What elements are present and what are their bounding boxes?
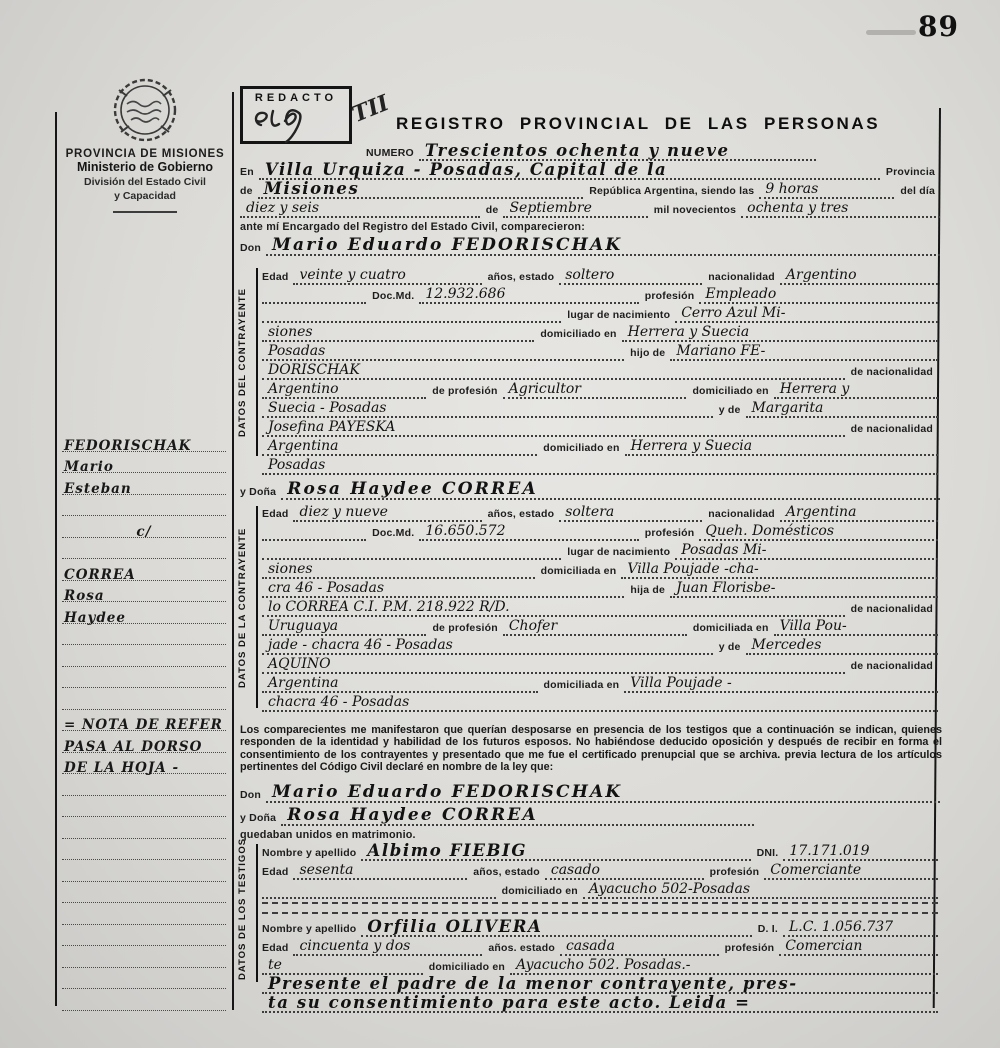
printed-form-label: de nacionalidad [850,423,933,435]
form-left-rule [232,92,234,1010]
groom-section-bracket [256,268,258,456]
form-row [240,803,940,826]
form-row [240,180,940,199]
handwritten-value: siones [262,325,534,342]
handwritten-value: L.C. 1.056.737 [783,920,938,937]
printed-form-label: profesión [709,866,760,878]
misiones-provincial-seal-icon [111,76,179,144]
handwritten-value: siones [262,562,535,579]
printed-form-label: Edad [262,271,289,283]
bride-section-bracket [256,506,258,708]
bride-section-fields [262,503,938,712]
form-row [262,418,938,437]
form-row [262,399,938,418]
printed-form-label: de profesión [432,622,498,634]
letterhead-line-4: y Capacidad [114,190,176,202]
form-row [262,342,938,361]
printed-form-label: del día [900,185,935,197]
handwritten-value: Chofer [503,619,687,636]
printed-form-label: Doc.Md. [372,290,415,302]
letterhead-rule [113,211,177,213]
handwritten-value: Herrera y Suecia [622,325,938,342]
printed-form-label: nacionalidad [708,508,775,520]
margin-ruled-line [62,538,226,560]
handwritten-value: Mario Eduardo FEDORISCHAK [266,236,940,256]
printed-form-label: mil novecientos [653,204,737,216]
dotted-fill-line [262,539,366,541]
handwritten-value: te [262,958,423,975]
printed-form-label: domiciliado en [540,328,617,340]
handwritten-value: Herrera y Suecia [625,439,938,456]
witnesses-section-fields [262,842,938,1013]
handwritten-value: diez y seis [240,201,480,218]
handwritten-value: Septiembre [503,201,647,218]
form-row [262,304,938,323]
handwritten-value: casada [560,939,719,956]
witnesses-section-side-label: DATOS DE LOS TESTIGOS [237,837,248,980]
dotted-fill-line [262,558,561,560]
margin-ruled-line [62,710,226,732]
handwritten-value: Presente el padre de la menor contrayente, pres- [262,975,938,994]
handwritten-value: Margarita [746,401,938,418]
printed-form-label: de profesión [432,385,498,397]
printed-form-label: domiciliado en [428,961,506,973]
printed-form-label: domiciliado en [501,885,578,897]
margin-handwritten-text: PASA AL DORSO [64,738,203,755]
letterhead [58,76,232,213]
vow-rows [240,780,940,841]
form-row [262,266,938,285]
printed-form-label: Doc.Md. [372,527,415,539]
margin-ruled-line [62,753,226,775]
margin-ruled-line [62,645,226,667]
handwritten-value: ochenta y tres [741,201,940,218]
printed-form-label: Don [240,242,262,254]
handwritten-value: Rosa Haydee CORREA [281,806,754,826]
form-row [262,285,938,304]
handwritten-value: lo CORREA C.I. P.M. 218.922 R/D. [262,600,845,617]
handwritten-value: Queh. Domésticos [699,524,938,541]
handwritten-value: DORISCHAK [262,363,845,380]
signature-scribble-icon [247,101,333,143]
bride-section-side-label: DATOS DE LA CONTRAYENTE [237,527,248,688]
handwritten-tii-annotation: TII [348,90,393,128]
handwritten-value: Mercedes [746,638,938,655]
form-row [262,693,938,712]
groom-section-side-label: DATOS DEL CONTRAYENTE [237,288,248,438]
handwritten-value: diez y nueve [293,505,481,522]
margin-ruled-line [62,430,226,452]
printed-form-label: lugar de nacimiento [567,546,671,558]
handwritten-value: Villa Pou- [774,619,938,636]
handwritten-value: 12.932.686 [419,287,638,304]
handwritten-value: casado [545,863,704,880]
printed-form-label: Nombre y apellido [262,847,357,859]
handwritten-value: Argentina [780,505,938,522]
handwritten-value: Juan Florisbe- [670,581,938,598]
printed-form-label: de nacionalidad [850,660,933,672]
handwritten-value: Ayacucho 502-Posadas [583,882,938,899]
printed-form-label: Edad [262,866,289,878]
handwritten-value: Argentino [262,382,426,399]
handwritten-value: AQUINO [262,657,845,674]
margin-handwritten-text: FEDORISCHAK [64,437,192,454]
handwritten-value: cincuenta y dos [293,939,482,956]
form-row [262,617,938,636]
margin-index-column [62,430,226,1011]
form-row [262,956,938,975]
printed-form-label: hija de [630,584,666,596]
page-number: 89 [918,10,959,43]
handwritten-value: Villa Poujade - [624,676,938,693]
margin-ruled-line [62,925,226,947]
section-divider [262,902,938,914]
handwritten-value: Argentino [780,268,938,285]
margin-handwritten-text: Mario [64,459,114,475]
margin-ruled-line [62,667,226,689]
margin-ruled-line [62,839,226,861]
handwritten-value: soltero [559,268,702,285]
printed-form-label: Provincia [885,166,935,178]
margin-ruled-line [62,860,226,882]
form-row [240,826,940,841]
letterhead-line-1: PROVINCIA DE MISIONES [65,148,225,160]
groom-section-fields [262,266,938,475]
printed-form-label: ante mí Encargado del Registro del Estado Civil, comparecieron: [240,221,585,233]
dotted-fill-line [262,302,366,304]
dotted-fill-line [262,897,496,899]
handwritten-value: ta su consentimiento para este acto. Leida = [262,994,938,1013]
form-row [262,437,938,456]
margin-ruled-line [62,688,226,710]
printed-form-label: DNI. [756,847,779,859]
printed-form-label: profesión [724,942,775,954]
handwritten-value: Comerciante [764,863,938,880]
printed-form-label: y de [718,641,741,653]
form-row [262,541,938,560]
redacto-stamp [240,86,352,144]
handwritten-value: Villa Urquiza - Posadas, Capital de la [259,161,880,180]
handwritten-value: Josefina PAYESKA [262,420,845,437]
margin-handwritten-text: Haydee [64,609,126,626]
handwritten-value: Argentina [262,676,538,693]
form-row [262,861,938,880]
printed-form-label: domiciliada en [540,565,617,577]
handwritten-value: Trescientos ochenta y nueve [419,142,816,161]
printed-form-label: años, estado [487,271,555,283]
handwritten-value: Empleado [699,287,938,304]
form-row [240,218,940,233]
handwritten-value: Agricultor [503,382,687,399]
form-row [262,880,938,899]
handwritten-value: Mariano FE- [670,344,938,361]
printed-form-label: lugar de nacimiento [567,309,671,321]
margin-ruled-line [62,946,226,968]
margin-ruled-line [62,774,226,796]
form-row [262,503,938,522]
margin-ruled-line [62,968,226,990]
letterhead-line-2: Ministerio de Gobierno [76,160,214,174]
printed-form-label: profesión [644,527,695,539]
printed-form-label: domiciliado en [543,442,620,454]
handwritten-value: Albimo FIEBIG [361,842,750,861]
printed-form-label: Edad [262,942,289,954]
form-row [366,142,940,161]
printed-form-label: nacionalidad [708,271,775,283]
margin-ruled-line [62,602,226,624]
witnesses-section-bracket [256,844,258,982]
form-row [240,780,940,803]
handwritten-value: Villa Poujade -cha- [621,562,938,579]
margin-ruled-line [62,903,226,925]
margin-ruled-line [62,473,226,495]
handwritten-value: Comercian [779,939,938,956]
handwritten-value: 9 horas [759,182,894,199]
form-row [240,161,940,180]
handwritten-value: Argentina [262,439,537,456]
declaration-paragraph: Los comparecientes me manifestaron que querían desposarse en presencia de los testigos que a continuación se indican, quienes responden de la identidad y habilidad de los futuros esposos. No habiéndose deducido oposición y después de recibir en forma el consentimiento de los contrayentes y presentado que me fue el certificado prenupcial que se archiva. previa lectura de los artículos pertinentes del Código Civil declaré en nombre de la ley que: [240,724,942,773]
handwritten-value: Posadas Mi- [675,543,938,560]
margin-ruled-line [62,559,226,581]
form-row [262,975,938,994]
form-row [262,361,938,380]
handwritten-value: Posadas [262,458,938,475]
handwritten-value: Suecia - Posadas [262,401,713,418]
printed-form-label: años, estado [487,508,555,520]
printed-form-label: y Doña [240,812,277,824]
margin-handwritten-text: = NOTA DE REFER [64,717,223,733]
printed-form-label: y Doña [240,486,277,498]
printed-form-label: D. I. [757,923,778,935]
margin-handwritten-text: CORREA [64,566,136,583]
handwritten-value: Cerro Azul Mi- [675,306,938,323]
handwritten-value: Orfilia OLIVERA [361,918,751,937]
margin-handwritten-text: Esteban [64,480,132,497]
form-row [262,560,938,579]
form-row [262,842,938,861]
margin-ruled-line [62,882,226,904]
handwritten-value: Herrera y [774,382,938,399]
printed-form-label: NUMERO [366,147,414,159]
handwritten-value: cra 46 - Posadas [262,581,624,598]
scan-smudge [866,30,916,35]
printed-form-label: En [240,166,254,178]
handwritten-value: 16.650.572 [419,524,638,541]
printed-form-label: domiciliada en [692,622,769,634]
printed-form-label: hijo de [630,347,666,359]
printed-form-label: Edad [262,508,289,520]
printed-form-label: de [485,204,499,216]
printed-form-label: de nacionalidad [850,603,933,615]
form-row [240,233,940,256]
printed-form-label: de nacionalidad [850,366,933,378]
form-row [262,598,938,617]
handwritten-value: Misiones [258,180,584,199]
handwritten-value: soltera [559,505,702,522]
letterhead-line-3: División del Estado Civil [84,176,206,188]
margin-ruled-line [62,624,226,646]
form-row [262,937,938,956]
handwritten-value: Posadas [262,344,624,361]
form-row [262,674,938,693]
form-row [262,522,938,541]
page-left-rule [55,112,57,1006]
handwritten-value: veinte y cuatro [293,268,481,285]
redacto-stamp-label: REDACTO [254,92,338,104]
margin-handwritten-text: Rosa [64,588,105,604]
margin-ruled-line [62,796,226,818]
handwritten-value: Uruguaya [262,619,426,636]
handwritten-value: Mario Eduardo FEDORISCHAK [266,783,940,803]
form-row [262,323,938,342]
margin-ruled-line [62,452,226,474]
margin-handwritten-text: c/ [136,523,152,540]
printed-form-label: Nombre y apellido [262,923,357,935]
handwritten-value: jade - chacra 46 - Posadas [262,638,713,655]
printed-form-label: quedaban unidos en matrimonio. [240,829,416,841]
printed-form-label: Don [240,789,262,801]
handwritten-value: chacra 46 - Posadas [262,695,938,712]
handwritten-value: 17.171.019 [783,844,938,861]
header-fields [240,142,940,256]
printed-form-label: años, estado [473,866,540,878]
margin-ruled-line [62,989,226,1011]
margin-ruled-line [62,516,226,538]
printed-form-label: y de [718,404,741,416]
printed-form-label: años. estado [488,942,555,954]
form-row [262,579,938,598]
printed-form-label: de [240,185,253,197]
dotted-fill-line [262,321,561,323]
document-title: REGISTRO PROVINCIAL DE LAS PERSONAS [396,114,881,133]
margin-ruled-line [62,817,226,839]
handwritten-value: Ayacucho 502. Posadas.- [510,958,938,975]
printed-form-label: República Argentina, siendo las [589,185,755,197]
bride-name-row [240,477,940,500]
margin-ruled-line [62,581,226,603]
printed-form-label: domiciliada en [543,679,620,691]
form-row [262,918,938,937]
form-row [262,636,938,655]
form-row [262,655,938,674]
form-row [240,477,940,500]
form-row [240,199,940,218]
margin-ruled-line [62,495,226,517]
margin-handwritten-text: DE LA HOJA - [64,760,180,776]
margin-ruled-line [62,731,226,753]
form-row [262,456,938,475]
handwritten-value: sesenta [293,863,467,880]
handwritten-value: Rosa Haydee CORREA [281,480,940,500]
printed-form-label: profesión [644,290,695,302]
form-row [262,994,938,1013]
form-row [262,380,938,399]
printed-form-label: domiciliado en [692,385,769,397]
